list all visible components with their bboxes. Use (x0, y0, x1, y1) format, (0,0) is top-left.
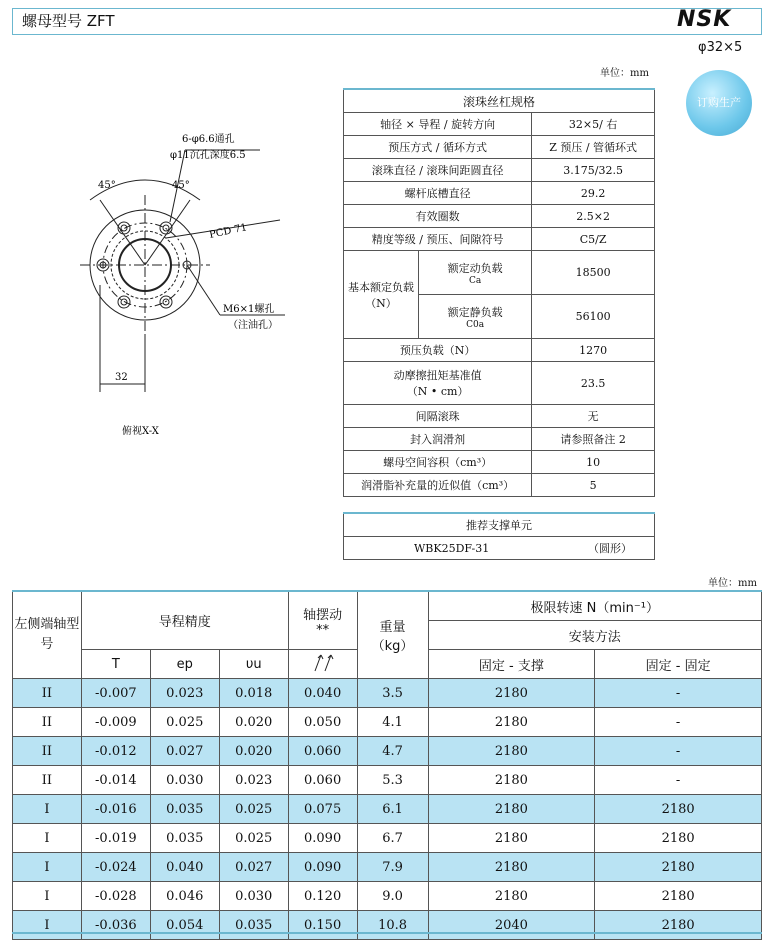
page-title: 螺母型号 ZFT (22, 12, 115, 30)
cell-ff: 2180 (595, 882, 762, 911)
view-label: 俯视X-X (122, 426, 159, 437)
load-group-label: 基本额定负载 (348, 280, 414, 294)
cell-fs: 2180 (428, 853, 595, 882)
cell-T: -0.036 (81, 911, 150, 940)
cell-ff: 2180 (595, 911, 762, 940)
cell-w: 10.8 (357, 911, 428, 940)
nsk-logo: NSK (677, 7, 732, 32)
cell-fs: 2180 (428, 795, 595, 824)
cell-ep: 0.046 (150, 882, 219, 911)
cell-ff: 2180 (595, 824, 762, 853)
cell-v: 0.035 (219, 911, 288, 940)
spec-row: 封入润滑剂 请参照备注 2 (344, 428, 655, 451)
cell-r: 0.040 (288, 679, 357, 708)
cell-r: 0.075 (288, 795, 357, 824)
support-unit-model: WBK25DF-31 (344, 537, 567, 560)
cell-T: -0.016 (81, 795, 150, 824)
col-mass-header: 重量 (379, 620, 406, 635)
col-v-header: υu (219, 650, 288, 679)
cell-w: 6.1 (357, 795, 428, 824)
table-row (13, 737, 762, 766)
cell-r: 0.060 (288, 766, 357, 795)
bottom-rule (12, 932, 762, 934)
table-row (13, 882, 762, 911)
spec-row: 预压方式 / 循环方式 Z 预压 / 管循环式 (344, 136, 655, 159)
cell-m: II (13, 737, 82, 766)
table-row (13, 911, 762, 940)
cell-ep: 0.030 (150, 766, 219, 795)
spec-row: 润滑脂补充量的近似值（cm³） 5 (344, 474, 655, 497)
cell-ep: 0.035 (150, 824, 219, 853)
cell-v: 0.023 (219, 766, 288, 795)
pcd-label: PCD 71 (208, 222, 249, 241)
spec-row: 精度等级 / 预压、间隙符号 C5/Z (344, 228, 655, 251)
spec-row-torque (344, 362, 655, 405)
header-box (12, 8, 762, 35)
oil-hole-label: M6×1螺孔 (223, 304, 275, 315)
cell-T: -0.014 (81, 766, 150, 795)
torque-unit: （N • cm） (406, 385, 469, 398)
cell-v: 0.020 (219, 708, 288, 737)
cell-m: II (13, 679, 82, 708)
size-label: φ32×5 (698, 40, 743, 55)
cell-T: -0.019 (81, 824, 150, 853)
cell-r: 0.120 (288, 882, 357, 911)
dim-32-label: 32 (115, 372, 128, 383)
dyn-symbol: Ca (469, 275, 482, 286)
table-row (13, 766, 762, 795)
nut-data-table (12, 590, 762, 940)
cell-ep: 0.054 (150, 911, 219, 940)
cell-T: -0.009 (81, 708, 150, 737)
cell-w: 3.5 (357, 679, 428, 708)
cell-ep: 0.025 (150, 708, 219, 737)
order-production-badge: 订购生产 (686, 70, 752, 136)
cell-w: 5.3 (357, 766, 428, 795)
cell-m: II (13, 708, 82, 737)
cell-ff: 2180 (595, 795, 762, 824)
cell-v: 0.018 (219, 679, 288, 708)
cell-m: I (13, 882, 82, 911)
cell-m: I (13, 795, 82, 824)
cell-fs: 2180 (428, 708, 595, 737)
cell-m: I (13, 824, 82, 853)
cell-ep: 0.040 (150, 853, 219, 882)
cell-w: 9.0 (357, 882, 428, 911)
unit-label-main: 单位：mm (708, 578, 757, 589)
cell-fs: 2180 (428, 737, 595, 766)
stat-label: 额定静负载 (447, 305, 503, 319)
col-mount-header: 安装方法 (428, 621, 761, 650)
support-unit-table (343, 512, 655, 560)
cell-ff: - (595, 737, 762, 766)
counterbore-label: φ11沉孔深度6.5 (170, 150, 246, 161)
cell-T: -0.028 (81, 882, 150, 911)
cell-fs: 2180 (428, 882, 595, 911)
holes-label: 6-φ6.6通孔 (182, 134, 235, 145)
support-unit-shape: （圆形） (566, 537, 655, 560)
cell-w: 6.7 (357, 824, 428, 853)
dyn-value: 18500 (532, 251, 655, 295)
support-unit-title: 推荐支撑单元 (344, 513, 655, 537)
table-row (13, 853, 762, 882)
spec-row: 轴径 × 导程 / 旋转方向 32×5/ 右 (344, 113, 655, 136)
stat-symbol: C0a (466, 319, 485, 330)
table-row (13, 824, 762, 853)
ballscrew-spec-table (343, 88, 655, 497)
spec-row: 间隔滚珠 无 (344, 405, 655, 428)
oil-note-label: （注油孔） (228, 320, 278, 331)
load-unit-label: （N） (365, 296, 397, 310)
cell-T: -0.012 (81, 737, 150, 766)
torque-label: 动摩擦扭矩基准值 (393, 369, 482, 382)
col-ep-header: ep (150, 650, 219, 679)
cell-ff: - (595, 766, 762, 795)
cell-ep: 0.027 (150, 737, 219, 766)
col-runout-header: 轴摆动 (303, 607, 343, 623)
cell-r: 0.150 (288, 911, 357, 940)
cell-r: 0.050 (288, 708, 357, 737)
cell-ff: - (595, 708, 762, 737)
spec-row: 螺杆底槽直径 29.2 (344, 182, 655, 205)
cell-fs: 2180 (428, 679, 595, 708)
cell-v: 0.027 (219, 853, 288, 882)
mass-unit: （kg） (371, 639, 414, 654)
cell-v: 0.025 (219, 824, 288, 853)
spec-row: 滚珠直径 / 滚珠间距圆直径 3.175/32.5 (344, 159, 655, 182)
stat-value: 56100 (532, 295, 655, 339)
cell-w: 4.1 (357, 708, 428, 737)
cell-ep: 0.035 (150, 795, 219, 824)
cell-m: II (13, 766, 82, 795)
table-row (13, 679, 762, 708)
col-T-header: T (81, 650, 150, 679)
cell-r: 0.090 (288, 853, 357, 882)
col-fix-support-header: 固定 - 支撑 (428, 650, 595, 679)
unit-label-top: 单位：mm (600, 68, 649, 79)
cell-fs: 2180 (428, 824, 595, 853)
cell-w: 7.9 (357, 853, 428, 882)
col-lead-header: 导程精度 (81, 591, 288, 650)
nut-drawing (60, 120, 340, 440)
spec-row: 有效圈数 2.5×2 (344, 205, 655, 228)
cell-ff: 2180 (595, 853, 762, 882)
angle-right-label: 45° (172, 180, 190, 191)
cell-m: I (13, 911, 82, 940)
cell-v: 0.020 (219, 737, 288, 766)
spec-row: 预压负载（N） 1270 (344, 339, 655, 362)
cell-m: I (13, 853, 82, 882)
runout-icon (288, 650, 357, 679)
table-row (13, 795, 762, 824)
cell-r: 0.090 (288, 824, 357, 853)
cell-ff: - (595, 679, 762, 708)
col-fix-fix-header: 固定 - 固定 (595, 650, 762, 679)
cell-T: -0.024 (81, 853, 150, 882)
cell-w: 4.7 (357, 737, 428, 766)
cell-fs: 2180 (428, 766, 595, 795)
cell-fs: 2040 (428, 911, 595, 940)
torque-value: 23.5 (532, 362, 655, 405)
col-speed-header: 极限转速 N（min⁻¹） (428, 591, 761, 621)
cell-v: 0.025 (219, 795, 288, 824)
dyn-label: 额定动负载 (447, 261, 503, 275)
spec-row-dynamic-load (344, 251, 655, 295)
spec-title: 滚珠丝杠规格 (344, 89, 655, 113)
angle-left-label: 45° (98, 180, 116, 191)
cell-T: -0.007 (81, 679, 150, 708)
cell-ep: 0.023 (150, 679, 219, 708)
col-model-header: 左侧端轴型号 (13, 591, 82, 679)
spec-row: 螺母空间容积（cm³） 10 (344, 451, 655, 474)
cell-v: 0.030 (219, 882, 288, 911)
cell-r: 0.060 (288, 737, 357, 766)
table-row (13, 708, 762, 737)
runout-mark: ** (316, 622, 330, 638)
